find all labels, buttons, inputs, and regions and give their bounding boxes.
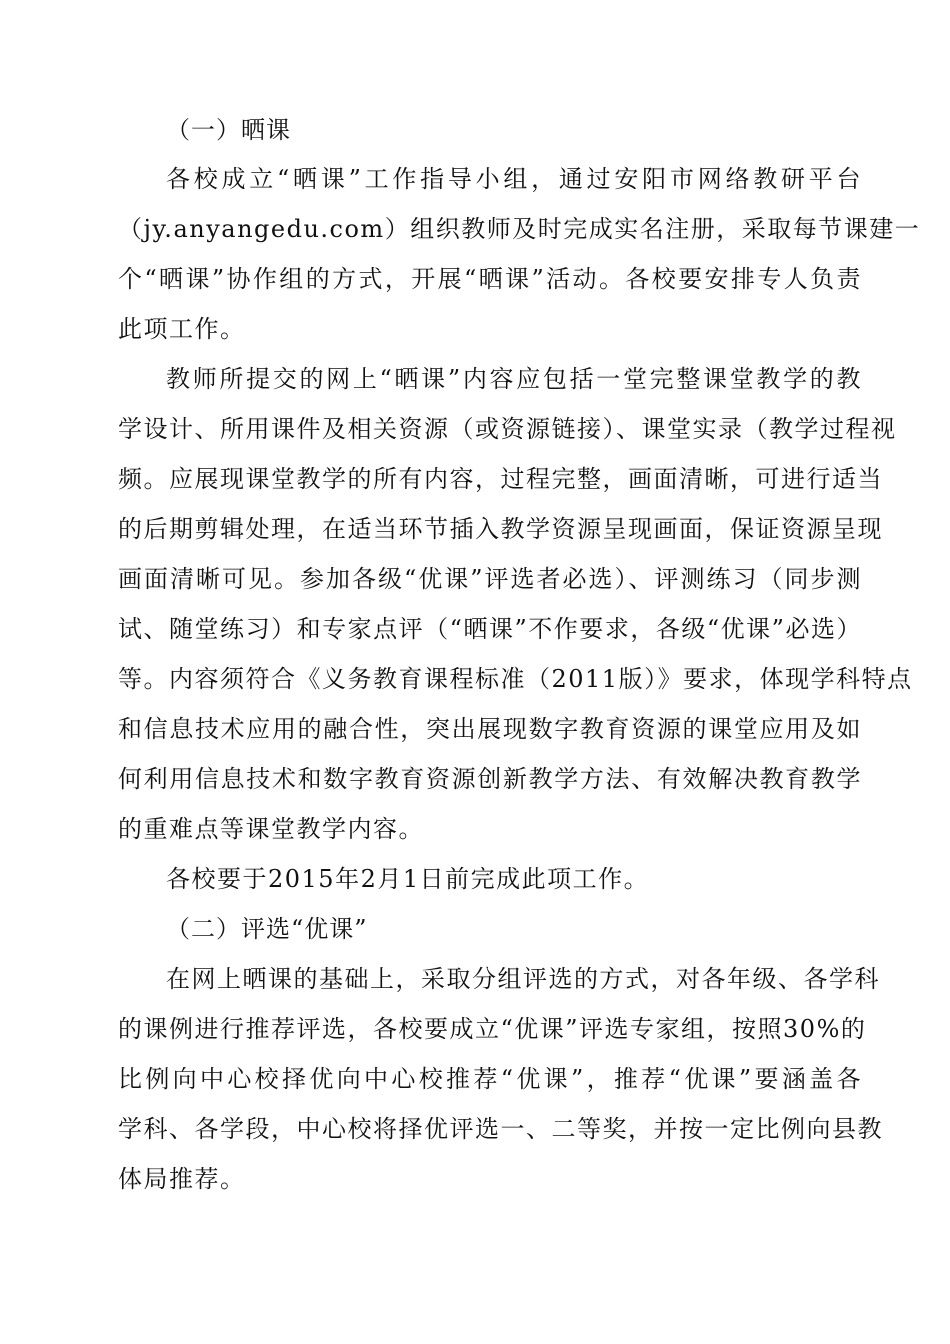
paragraph-line: 学设计、所用课件及相关资源（或资源链接）、课堂实录（教学过程视 bbox=[118, 415, 897, 443]
paragraph-line: 比例向中心校择优向中心校推荐“优课”，推荐“优课”要涵盖各 bbox=[118, 1065, 862, 1093]
paragraph-line: 个“晒课”协作组的方式，开展“晒课”活动。各校要安排专人负责 bbox=[118, 265, 862, 293]
paragraph-line: 何利用信息技术和数字教育资源创新教学方法、有效解决教育教学 bbox=[118, 765, 862, 793]
section-heading-2: （二）评选“优课” bbox=[166, 915, 368, 943]
paragraph-line: 和信息技术应用的融合性，突出展现数字教育资源的课堂应用及如 bbox=[118, 715, 862, 743]
paragraph-line: 学科、各学段，中心校将择优评选一、二等奖，并按一定比例向县教 bbox=[118, 1115, 883, 1143]
paragraph-line: 在网上晒课的基础上，采取分组评选的方式，对各年级、各学科 bbox=[166, 965, 880, 993]
paragraph-line: 教师所提交的网上“晒课”内容应包括一堂完整课堂教学的教 bbox=[166, 365, 862, 393]
paragraph-line: 的后期剪辑处理，在适当环节插入教学资源呈现画面，保证资源呈现 bbox=[118, 515, 883, 543]
paragraph-line: 此项工作。 bbox=[118, 315, 246, 343]
paragraph-line: 的课例进行推荐评选，各校要成立“优课”评选专家组，按照30%的 bbox=[118, 1015, 867, 1043]
paragraph-line: 体局推荐。 bbox=[118, 1165, 246, 1193]
section-heading-1: （一）晒课 bbox=[166, 116, 291, 144]
paragraph-line: 的重难点等课堂教学内容。 bbox=[118, 815, 424, 843]
paragraph-line: 等。内容须符合《义务教育课程标准（2011版）》要求，体现学科特点 bbox=[118, 665, 913, 693]
paragraph-line: 画面清晰可见。参加各级“优课”评选者必选）、评测练习（同步测 bbox=[118, 565, 862, 593]
paragraph-line: 频。应展现课堂教学的所有内容，过程完整，画面清晰，可进行适当 bbox=[118, 465, 883, 493]
paragraph-line: 各校成立“晒课”工作指导小组，通过安阳市网络教研平台 bbox=[166, 165, 862, 193]
paragraph-line: 各校要于2015年2月1日前完成此项工作。 bbox=[166, 865, 650, 893]
paragraph-line: （jy.anyangedu.com）组织教师及时完成实名注册，采取每节课建一 bbox=[118, 215, 921, 243]
paragraph-line: 试、随堂练习）和专家点评（“晒课”不作要求，各级“优课”必选） bbox=[118, 615, 862, 643]
